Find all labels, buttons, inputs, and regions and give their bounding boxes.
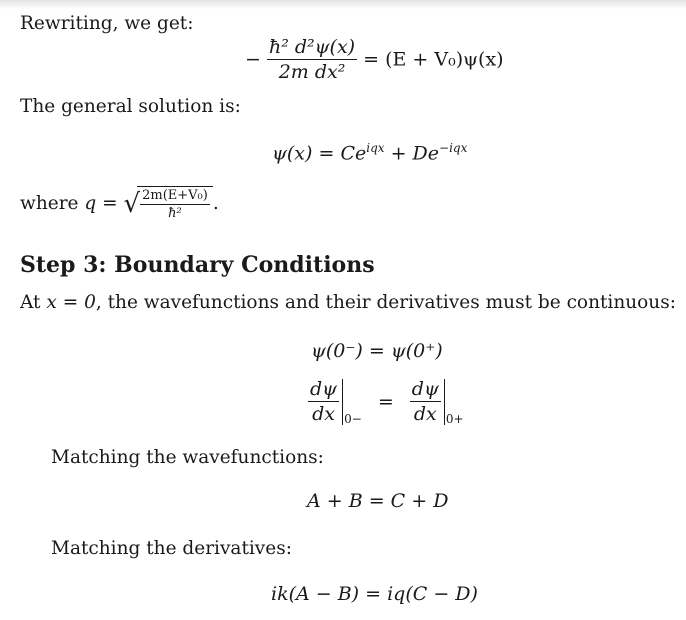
deriv-left-sub: 0− <box>344 411 362 426</box>
q-denominator: ħ² <box>168 206 182 221</box>
match-psi-equation: A + B = C + D <box>307 490 449 512</box>
solution-equation <box>272 141 467 164</box>
solution-exponent-2: −iqx <box>439 141 468 155</box>
eval-bar-left <box>342 379 343 425</box>
schrodinger-fraction <box>267 36 357 83</box>
deriv-right-num: dψ <box>411 378 439 400</box>
deriv-right-den: dx <box>413 403 437 425</box>
continuity-text: , the wavefunctions and their derivatives must be continuous: <box>95 292 676 313</box>
q-radicand <box>137 186 213 221</box>
schrodinger-numerator: ħ² d²ψ(x) <box>268 36 356 58</box>
solution-exponent-1: iqx <box>366 141 385 155</box>
schrodinger-rhs: = (E + V₀)ψ(x) <box>363 48 504 71</box>
where-text: where <box>20 193 79 214</box>
q-fraction <box>140 188 210 221</box>
matching-wavefunctions-text: Matching the wavefunctions: <box>51 447 324 468</box>
eval-bar-right <box>444 379 445 425</box>
psi-continuity-equation: ψ(0⁻) = ψ(0⁺) <box>311 340 443 362</box>
match-derivative-equation: ik(A − B) = iq(C − D) <box>271 583 478 605</box>
derivative-continuity-equation: $\frac{d\psi}{dx}$ $_{0-}$ = $\frac{d\psi}{dx}$ $_{0+}$ <box>310 378 464 426</box>
deriv-left-num: dψ <box>310 378 338 400</box>
rewriting-text: Rewriting, we get: <box>20 13 194 34</box>
schrodinger-equation: − $\frac{\text{ħ² d²ψ(x)}}{\text{2m dx²}}$ = (E + V₀)ψ(x) <box>245 36 504 83</box>
schrodinger-denominator: 2m dx² <box>278 61 346 83</box>
continuity-sentence <box>20 292 676 313</box>
at-x-math: x = 0 <box>46 292 96 313</box>
matching-derivatives-text: Matching the derivatives: <box>51 538 292 559</box>
where-q-line: where q = √ $\frac{\text{2m(E+V₀)}}{\text{ħ²}}$ . <box>20 188 219 221</box>
deriv-right-fraction <box>410 378 441 425</box>
q-numerator: 2m(E+V₀) <box>142 188 208 203</box>
solution-lhs: ψ(x) = Ce <box>272 142 367 165</box>
deriv-right-sub: 0+ <box>445 411 464 426</box>
top-shadow <box>0 0 686 9</box>
step3-heading: Step 3: Boundary Conditions <box>20 252 375 278</box>
deriv-left-den: dx <box>312 403 335 425</box>
sqrt-symbol: √ <box>123 188 141 219</box>
deriv-left-fraction <box>308 378 339 425</box>
solution-mid: + De <box>384 142 440 165</box>
general-solution-text: The general solution is: <box>20 96 241 117</box>
q-lhs: q = <box>84 193 118 214</box>
at-text: At <box>20 292 41 313</box>
